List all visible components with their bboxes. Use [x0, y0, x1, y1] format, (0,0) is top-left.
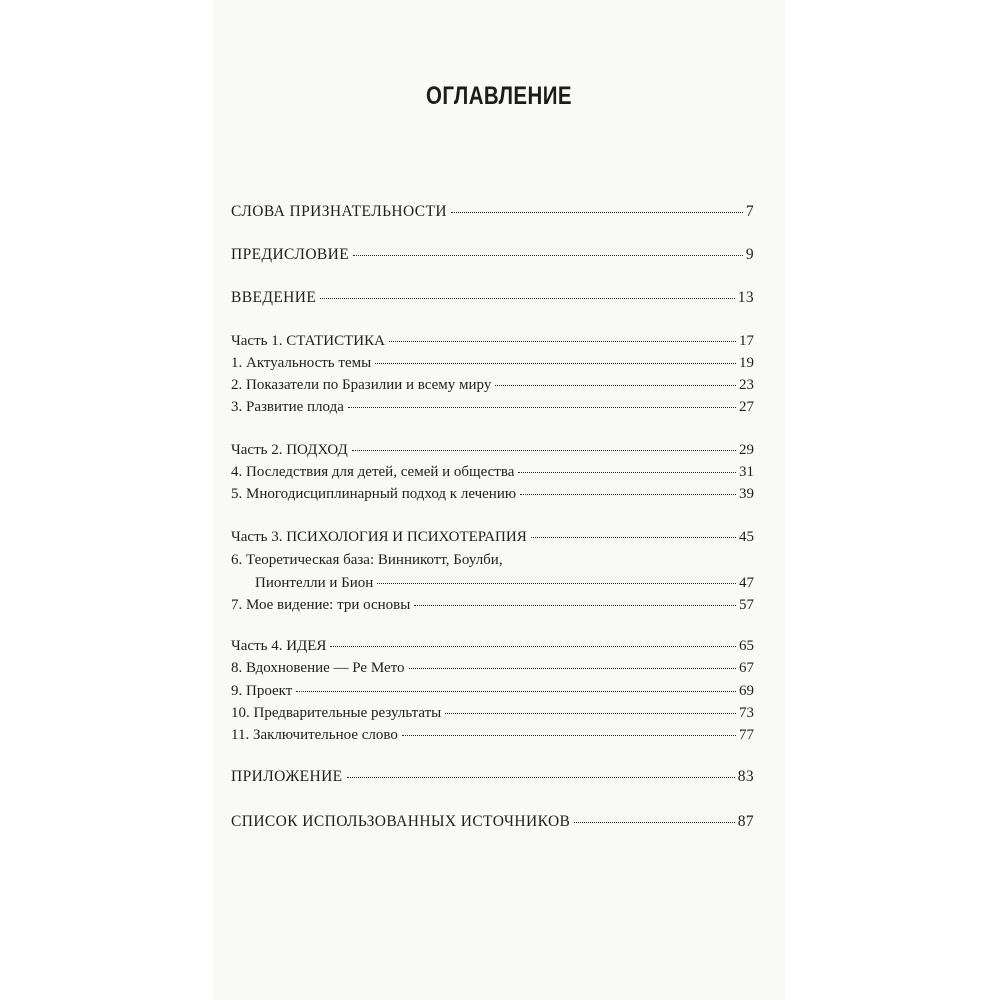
toc-entry-page: 17: [739, 333, 754, 349]
toc-entry-label: 2. Показатели по Бразилии и всему миру: [231, 377, 492, 393]
dot-leader: [330, 646, 736, 647]
toc-entry-label: Часть 3. ПСИХОЛОГИЯ И ПСИХОТЕРАПИЯ: [231, 529, 527, 545]
toc-entry-page: 7: [745, 203, 754, 220]
toc-entry-label: Часть 1. СТАТИСТИКА: [231, 333, 385, 349]
toc-entry-label: 7. Мое видение: три основы: [231, 597, 411, 613]
dot-leader: [347, 777, 735, 778]
toc-entry-page: 57: [739, 597, 754, 613]
toc-entry-chapter-8: [231, 660, 754, 677]
toc-entry-label: 8. Вдохновение — Ре Мето: [231, 660, 405, 676]
table-of-contents: [231, 0, 754, 1000]
dot-leader: [574, 822, 734, 823]
dot-leader: [389, 341, 736, 342]
dot-leader: [518, 472, 736, 473]
dot-leader: [520, 494, 736, 495]
toc-entry-page: 27: [739, 399, 754, 415]
toc-entry-preface: [231, 246, 754, 264]
toc-entry-page: 67: [739, 660, 754, 676]
toc-entry-label: 10. Предварительные результаты: [231, 705, 442, 721]
toc-entry-part-4: [231, 638, 754, 655]
page-title: ОГЛАВЛЕНИЕ: [426, 82, 572, 110]
toc-entry-label: 3. Развитие плода: [231, 399, 344, 415]
toc-entry-chapter-2: [231, 377, 754, 394]
toc-entry-chapter-4: [231, 464, 754, 481]
toc-entry-page: 23: [739, 377, 754, 393]
toc-entry-chapter-6: [231, 575, 754, 592]
dot-leader: [414, 605, 736, 606]
toc-entry-page: 83: [737, 768, 754, 785]
toc-entry-chapter-10: [231, 705, 754, 722]
dot-leader: [445, 713, 736, 714]
dot-leader: [409, 668, 737, 669]
toc-entry-label: ПРИЛОЖЕНИЕ: [231, 768, 343, 785]
toc-entry-page: 73: [739, 705, 754, 721]
toc-entry-label: СПИСОК ИСПОЛЬЗОВАННЫХ ИСТОЧНИКОВ: [231, 813, 571, 830]
toc-entry-label: Часть 2. ПОДХОД: [231, 442, 348, 458]
toc-entry-introduction: [231, 289, 754, 307]
toc-entry-label: 1. Актуальность темы: [231, 355, 372, 371]
toc-entry-references: [231, 813, 754, 831]
dot-leader: [375, 363, 736, 364]
dot-leader: [531, 537, 736, 538]
toc-entry-acknowledgements: [231, 203, 754, 221]
toc-entry-label: 5. Многодисциплинарный подход к лечению: [231, 486, 517, 502]
toc-entry-page: 45: [739, 529, 754, 545]
toc-entry-page: 9: [745, 246, 754, 263]
toc-entry-chapter-9: [231, 683, 754, 700]
toc-entry-label: Часть 4. ИДЕЯ: [231, 638, 327, 654]
toc-entry-part-1: [231, 333, 754, 350]
toc-entry-appendix: [231, 768, 754, 786]
toc-entry-part-3: [231, 529, 754, 546]
toc-entry-label: 4. Последствия для детей, семей и общества: [231, 464, 515, 480]
toc-entry-label: СЛОВА ПРИЗНАТЕЛЬНОСТИ: [231, 203, 448, 220]
dot-leader: [348, 407, 736, 408]
toc-entry-part-2: [231, 442, 754, 459]
toc-entry-label: 9. Проект: [231, 683, 293, 699]
toc-entry-chapter-1: [231, 355, 754, 372]
dot-leader: [495, 385, 736, 386]
toc-entry-page: 31: [739, 464, 754, 480]
toc-entry-chapter-11: [231, 727, 754, 744]
dot-leader: [352, 450, 736, 451]
dot-leader: [451, 212, 743, 213]
toc-entry-page: 87: [737, 813, 754, 830]
toc-entry-page: 13: [737, 289, 754, 306]
toc-entry-label: 11. Заключительное слово: [231, 727, 398, 743]
toc-entry-page: 29: [739, 442, 754, 458]
toc-entry-label: Пионтелли и Бион: [255, 575, 374, 591]
toc-entry-page: 69: [739, 683, 754, 699]
toc-entry-label: ВВЕДЕНИЕ: [231, 289, 317, 306]
dot-leader: [320, 298, 734, 299]
toc-entry-chapter-7: [231, 597, 754, 614]
toc-entry-label: ПРЕДИСЛОВИЕ: [231, 246, 350, 263]
toc-entry-chapter-5: [231, 486, 754, 503]
dot-leader: [353, 255, 743, 256]
toc-entry-page: 65: [739, 638, 754, 654]
toc-entry-page: 47: [739, 575, 754, 591]
toc-entry-page: 77: [739, 727, 754, 743]
toc-entry-chapter-6-line-1: 6. Теоретическая база: Винникотт, Боулби,: [231, 552, 503, 568]
dot-leader: [402, 735, 736, 736]
toc-entry-page: 19: [739, 355, 754, 371]
toc-entry-chapter-3: [231, 399, 754, 416]
dot-leader: [377, 583, 736, 584]
dot-leader: [296, 691, 736, 692]
toc-entry-page: 39: [739, 486, 754, 502]
